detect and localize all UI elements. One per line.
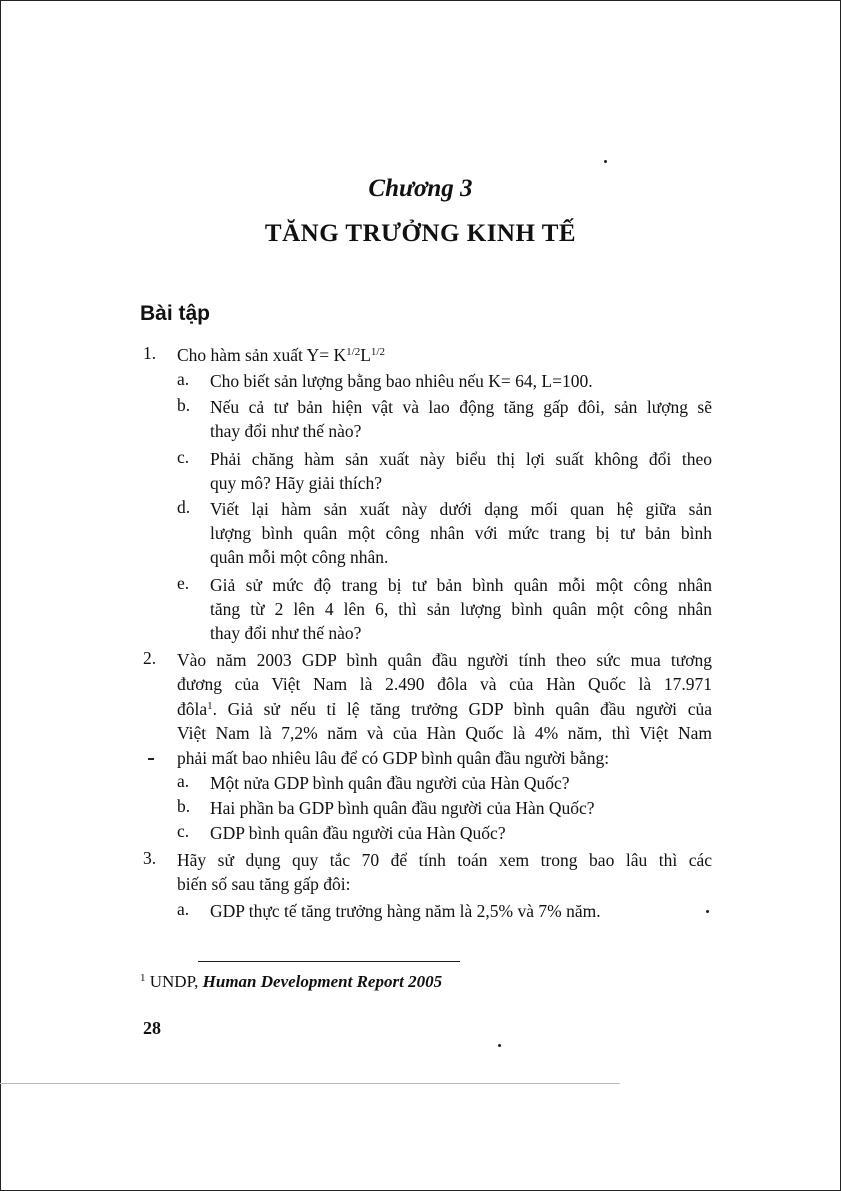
q1d-line3: quân mỗi một công nhân.: [210, 547, 389, 567]
scan-speck: [706, 910, 709, 913]
q2-number: 2.: [143, 648, 157, 668]
q2-line1: Vào năm 2003 GDP bình quân đầu người tính theo sức mua tương: [177, 650, 712, 670]
q1-intro-text: Cho hàm sản xuất Y= K: [177, 345, 347, 365]
footnote-org: UNDP,: [149, 972, 203, 991]
q2-line4: Việt Nam là 7,2% năm và của Hàn Quốc là 4% năm, thì Việt Nam: [177, 723, 712, 743]
q2-line2: đương của Việt Nam là 2.490 đôla và của Hàn Quốc là 17.971: [177, 674, 712, 694]
q1e-line1: Giả sử mức độ trang bị tư bản bình quân mỗi một công nhân: [210, 575, 712, 595]
q1d-line1: Viết lại hàm sản xuất này dưới dạng mối quan hệ giữa sản: [210, 499, 712, 519]
q2-line3: [177, 697, 712, 721]
q2-line3-b: . Giả sử nếu tỉ lệ tăng trưởng GDP bình quân đầu người của: [212, 699, 712, 719]
q2-line3-a: đôla: [177, 699, 208, 719]
footnote: [140, 972, 442, 992]
footnote-mark: 1: [140, 972, 146, 984]
q1b-label: b.: [177, 395, 191, 415]
q1a-text: Cho biết sản lượng bằng bao nhiêu nếu K= 64, L=100.: [210, 371, 593, 391]
q1-exp1: 1/2: [346, 346, 361, 358]
footnote-ref: 1: [207, 700, 213, 712]
q1e-line2: tăng từ 2 lên 4 lên 6, thì sản lượng bình quân một công nhân: [210, 599, 712, 619]
q2a-label: a.: [177, 771, 190, 791]
q2-line5: phải mất bao nhiêu lâu để có GDP bình quân đầu người bằng:: [177, 748, 610, 768]
q2c-label: c.: [177, 821, 190, 841]
scan-bottom-line: [0, 1083, 620, 1084]
q3-line2: biến số sau tăng gấp đôi:: [177, 874, 351, 894]
q1a-label: a.: [177, 369, 190, 389]
q2b-text: Hai phần ba GDP bình quân đầu người của Hàn Quốc?: [210, 798, 595, 818]
q2b-label: b.: [177, 796, 191, 816]
footnote-report: Human Development Report 2005: [202, 972, 443, 991]
q1e-label: e.: [177, 573, 190, 593]
q1-mid: L: [360, 345, 371, 365]
chapter-title: TĂNG TRƯỞNG KINH TẾ: [264, 220, 577, 247]
q1b-line2: thay đổi như thế nào?: [210, 421, 362, 441]
q2c-text: GDP bình quân đầu người của Hàn Quốc?: [210, 823, 506, 843]
scan-speck: [498, 1044, 501, 1047]
scan-speck: [604, 160, 607, 163]
q3-number: 3.: [143, 848, 157, 868]
q1d-line2: lượng bình quân một công nhân với mức trang bị tư bản bình: [210, 523, 712, 543]
q1-intro: [177, 343, 385, 367]
scan-speck: [148, 758, 154, 760]
page-number: 28: [143, 1018, 161, 1038]
chapter-heading: Chương 3: [368, 175, 473, 202]
q1d-label: d.: [177, 497, 191, 517]
q1-number: 1.: [143, 343, 157, 363]
section-heading: Bài tập: [140, 302, 211, 325]
q3-line1: Hãy sử dụng quy tắc 70 để tính toán xem trong bao lâu thì các: [177, 850, 712, 870]
footnote-rule: [198, 961, 460, 962]
q3a-label: a.: [177, 899, 190, 919]
q3a-text: GDP thực tế tăng trưởng hàng năm là 2,5% và 7% năm.: [210, 901, 601, 921]
q1c-line2: quy mô? Hãy giải thích?: [210, 473, 383, 493]
q1c-line1: Phải chăng hàm sản xuất này biểu thị lợi suất không đổi theo: [210, 449, 712, 469]
q1c-label: c.: [177, 447, 190, 467]
q1-exp2: 1/2: [370, 346, 385, 358]
q2a-text: Một nửa GDP bình quân đầu người của Hàn Quốc?: [210, 773, 570, 793]
q1b-line1: Nếu cả tư bản hiện vật và lao động tăng gấp đôi, sản lượng sẽ: [210, 397, 712, 417]
q1e-line3: thay đổi như thế nào?: [210, 623, 362, 643]
